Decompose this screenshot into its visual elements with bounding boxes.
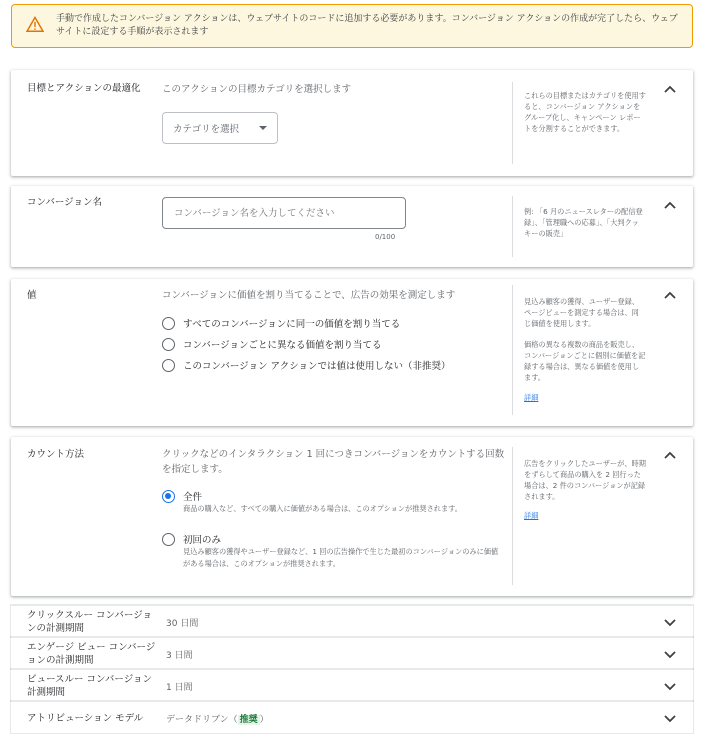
section-divider — [512, 447, 513, 585]
name-title: コンバージョン名 — [27, 197, 102, 208]
view-through-window-row[interactable] — [11, 669, 693, 701]
value-help-text-1: 見込み顧客の獲得、ユーザー登録、ページビューを測定する場合は、同じ価値を使用します。 — [524, 297, 640, 328]
value-option-different[interactable] — [162, 337, 381, 351]
value-option-label: このコンバージョン アクションでは値は使用しない（非推奨） — [183, 361, 451, 372]
engaged-view-window-row[interactable] — [11, 637, 693, 669]
chevron-down-icon[interactable] — [663, 713, 677, 723]
row-label: クリックスルー コンバージョンの計測期間 — [27, 610, 153, 634]
count-learn-more-link[interactable]: 詳細 — [524, 511, 539, 520]
section-divider — [512, 285, 513, 415]
chevron-up-icon[interactable] — [663, 84, 677, 94]
row-value: 30 日間 — [166, 619, 199, 629]
chevron-down-icon[interactable] — [663, 617, 677, 627]
value-learn-more-link[interactable]: 詳細 — [524, 393, 539, 402]
value-title: 値 — [27, 290, 37, 301]
chevron-down-icon[interactable] — [663, 681, 677, 691]
name-help-text: 例: 「6 月のニュースレターの配信登録」、「管理職への応募」、「大判クッキーの販売」 — [524, 207, 643, 238]
dropdown-arrow-icon — [259, 126, 267, 130]
value-help-text-2: 価格の異なる複数の商品を販売し、コンバージョンごとに個別に価値を記録する場合は、異なる価値を使用します。 — [524, 340, 646, 382]
count-description: クリックなどのインタラクション 1 回につきコンバージョンをカウントする回数を指定します。 — [162, 449, 505, 475]
warning-banner — [11, 4, 693, 48]
row-label: エンゲージ ビュー コンバージョンの計測期間 — [27, 642, 156, 666]
attribution-value-suffix: ） — [259, 715, 269, 725]
attribution-value: データドリブン（ — [166, 715, 238, 725]
row-value: 3 日間 — [166, 651, 193, 661]
value-option-label: コンバージョンごとに異なる価値を割り当てる — [183, 340, 382, 351]
value-card — [11, 279, 693, 426]
goal-description: このアクションの目標カテゴリを選択します — [162, 84, 352, 95]
count-option-all[interactable] — [162, 489, 202, 503]
name-card — [11, 186, 693, 267]
warning-icon — [26, 16, 44, 32]
recommended-badge: 推奨 — [239, 715, 258, 725]
chevron-up-icon[interactable] — [663, 450, 677, 460]
value-option-none[interactable] — [162, 358, 451, 372]
count-card — [11, 437, 693, 596]
radio-button[interactable] — [162, 533, 175, 546]
section-divider — [512, 196, 513, 257]
count-option-all-description: 商品の購入など、すべての購入に価値がある場合は、このオプションが推奨されます。 — [183, 504, 462, 513]
radio-button[interactable] — [162, 317, 175, 330]
count-option-first-label: 初回のみ — [183, 535, 222, 546]
chevron-down-icon[interactable] — [663, 649, 677, 659]
warning-text: 手動で作成したコンバージョン アクションは、ウェブサイトのコードに追加する必要があります。コンバージョン アクションの作成が完了したら、ウェブサイトに設定する手順が表示されます — [56, 14, 678, 37]
category-dropdown[interactable] — [162, 112, 278, 144]
attribution-model-row[interactable] — [11, 701, 693, 733]
count-help-text: 広告をクリックしたユーザーが、時期をずらして商品の購入を 2 回行った場合は、2 件のコンバージョンが記録されます。 — [524, 459, 646, 501]
chevron-up-icon[interactable] — [663, 200, 677, 210]
goal-help-text: これらの目標またはカテゴリを使用すると、コンバージョン アクションをグループ化し、キャンペーン レポートを分割することができます。 — [524, 91, 646, 133]
radio-button-selected[interactable] — [162, 490, 175, 503]
chevron-up-icon[interactable] — [663, 290, 677, 300]
row-label: ビュースルー コンバージョン計測期間 — [27, 674, 153, 698]
count-option-first-description: 見込み顧客の獲得やユーザー登録など、1 回の広告操作で生じた最初のコンバージョンのみに価値がある場合は、このオプションが推奨されます。 — [183, 547, 499, 568]
value-option-label: すべてのコンバージョンに同一の価値を割り当てる — [183, 319, 401, 330]
row-label: アトリビューション モデル — [27, 713, 144, 724]
conversion-name-input[interactable] — [162, 197, 406, 229]
row-value — [166, 712, 269, 725]
goal-title: 目標とアクションの最適化 — [27, 83, 141, 94]
count-option-first[interactable] — [162, 532, 221, 546]
value-description: コンバージョンに価値を割り当てることで、広告の効果を測定します — [162, 290, 456, 301]
row-value: 1 日間 — [166, 683, 193, 693]
radio-button[interactable] — [162, 338, 175, 351]
click-through-window-row[interactable] — [11, 605, 693, 637]
value-option-same[interactable] — [162, 316, 400, 330]
count-title: カウント方法 — [27, 449, 85, 460]
count-option-all-label: 全件 — [183, 492, 203, 503]
character-counter: 0/100 — [375, 233, 396, 241]
category-dropdown-value: カテゴリを選択 — [173, 124, 240, 135]
goal-card — [11, 70, 693, 176]
radio-button[interactable] — [162, 359, 175, 372]
section-divider — [512, 82, 513, 164]
